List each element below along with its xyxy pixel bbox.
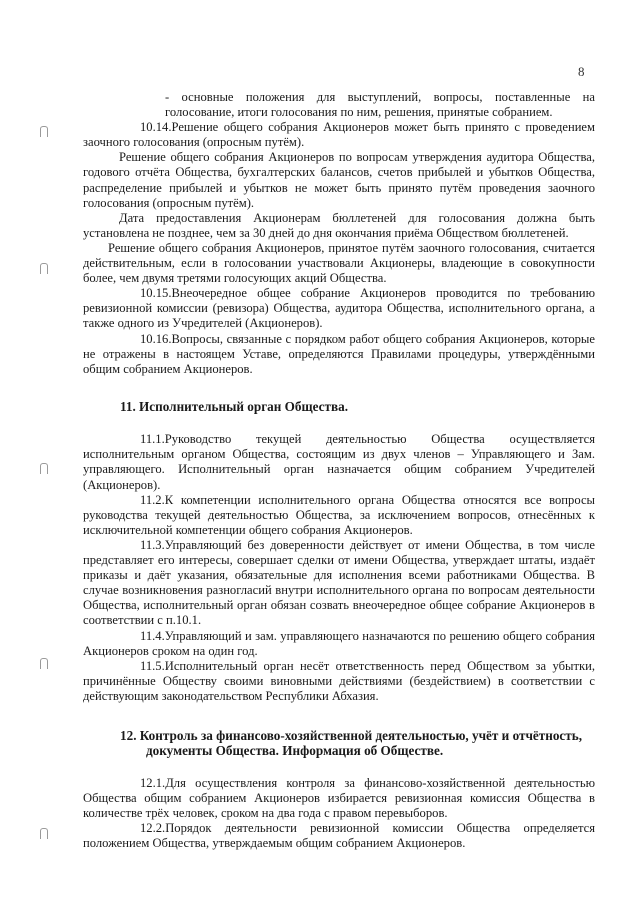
paragraph-10-15: 10.15.Внеочередное общее собрание Акционеров проводится по требованию ревизионной комиссии (ревизора) Общества, аудитора Общества, исполнительного органа, а также одного из Учредителей (Акционеров). bbox=[83, 286, 595, 331]
document-body bbox=[83, 90, 595, 851]
section-12-heading-line2: документы Общества. Информация об Обществе. bbox=[146, 743, 444, 759]
paragraph-10-16: 10.16.Вопросы, связанные с порядком работ общего собрания Акционеров, которые не отражены в настоящем Уставе, определяются Правилами процедуры, утверждёнными общим собранием Акционеров. bbox=[83, 331, 595, 376]
paragraph-12-1: 12.1.Для осуществления контроля за финансово-хозяйственной деятельностью Общества общим собранием Акционеров избирается ревизионная комиссия Общества в количестве трёх человек, сроком на два года с правом перевыборов. bbox=[83, 775, 595, 821]
paragraph-11-5: 11.5.Исполнительный орган несёт ответственность перед Обществом за убытки, причинённые Обществу своими виновными действиями (бездействием) в соответствии с действующим законодательством Республики Абхазия. bbox=[83, 658, 595, 703]
binder-hole-mark bbox=[40, 828, 48, 839]
paragraph-audit-restriction: Решение общего собрания Акционеров по вопросам утверждения аудитора Общества, годового отчёта Общества, бухгалтерских балансов, счетов прибылей и убытков Общества, распределение прибылей и убытков не может быть принято путём проведения заочного голосования (опросным путём). bbox=[83, 150, 595, 210]
paragraph-10-14: 10.14.Решение общего собрания Акционеров может быть принято с проведением заочного голосования (опросным путём). bbox=[83, 120, 595, 150]
binder-hole-mark bbox=[40, 658, 48, 669]
paragraph-ballot-date: Дата предоставления Акционерам бюллетеней для голосования должна быть установлена не позднее, чем за 30 дней до дня окончания приёма Обществом бюллетеней. bbox=[83, 210, 595, 240]
paragraph-absentee-validity: Решение общего собрания Акционеров, принятое путём заочного голосования, считается действительным, если в голосовании участвовали Акционеры, владеющие в совокупности более, чем двумя третями голосующих акций Общества. bbox=[83, 240, 595, 286]
bullet-item-speech-points: - основные положения для выступлений, вопросы, поставленные на голосование, итоги голосования по ним, решения, принятые собранием. bbox=[165, 90, 595, 120]
binder-hole-mark bbox=[40, 126, 48, 137]
paragraph-12-2: 12.2.Порядок деятельности ревизионной комиссии Общества определяется положением Общества, утверждаемым общим собранием Акционеров. bbox=[83, 821, 595, 851]
binder-hole-mark bbox=[40, 463, 48, 474]
paragraph-11-2: 11.2.К компетенции исполнительного органа Общества относятся все вопросы руководства текущей деятельностью Общества, за исключением вопросов, отнесённых к исключительной компетенции общего собрания Акционеров. bbox=[83, 492, 595, 537]
section-12-heading bbox=[83, 728, 595, 759]
page-number: 8 bbox=[578, 64, 585, 79]
binder-hole-mark bbox=[40, 263, 48, 274]
paragraph-11-4: 11.4.Управляющий и зам. управляющего назначаются по решению общего собрания Акционеров сроком на один год. bbox=[83, 628, 595, 658]
paragraph-11-3: 11.3.Управляющий без доверенности действует от имени Общества, в том числе представляет его интересы, совершает сделки от имени Общества, утверждает штаты, издаёт приказы и даёт указания, обязательные для исполнения всеми работниками Общества. В случае возникновения разногласий внутри исполнительного органа по вопросам деятельности Общества, исполнительный орган обязан созвать внеочередное общее собрание Акционеров в соответствии с п.10.1. bbox=[83, 537, 595, 628]
section-11-heading: 11. Исполнительный орган Общества. bbox=[120, 398, 349, 414]
section-12-heading-line1: 12. Контроль за финансово-хозяйственной деятельностью, учёт и отчётность, bbox=[120, 727, 583, 743]
paragraph-11-1: 11.1.Руководство текущей деятельностью Общества осуществляется исполнительным органом Общества, состоящим из двух членов – Управляющего и Зам. управляющего. Исполнительный орган назначается общим собранием Учредителей (Акционеров). bbox=[83, 432, 595, 492]
